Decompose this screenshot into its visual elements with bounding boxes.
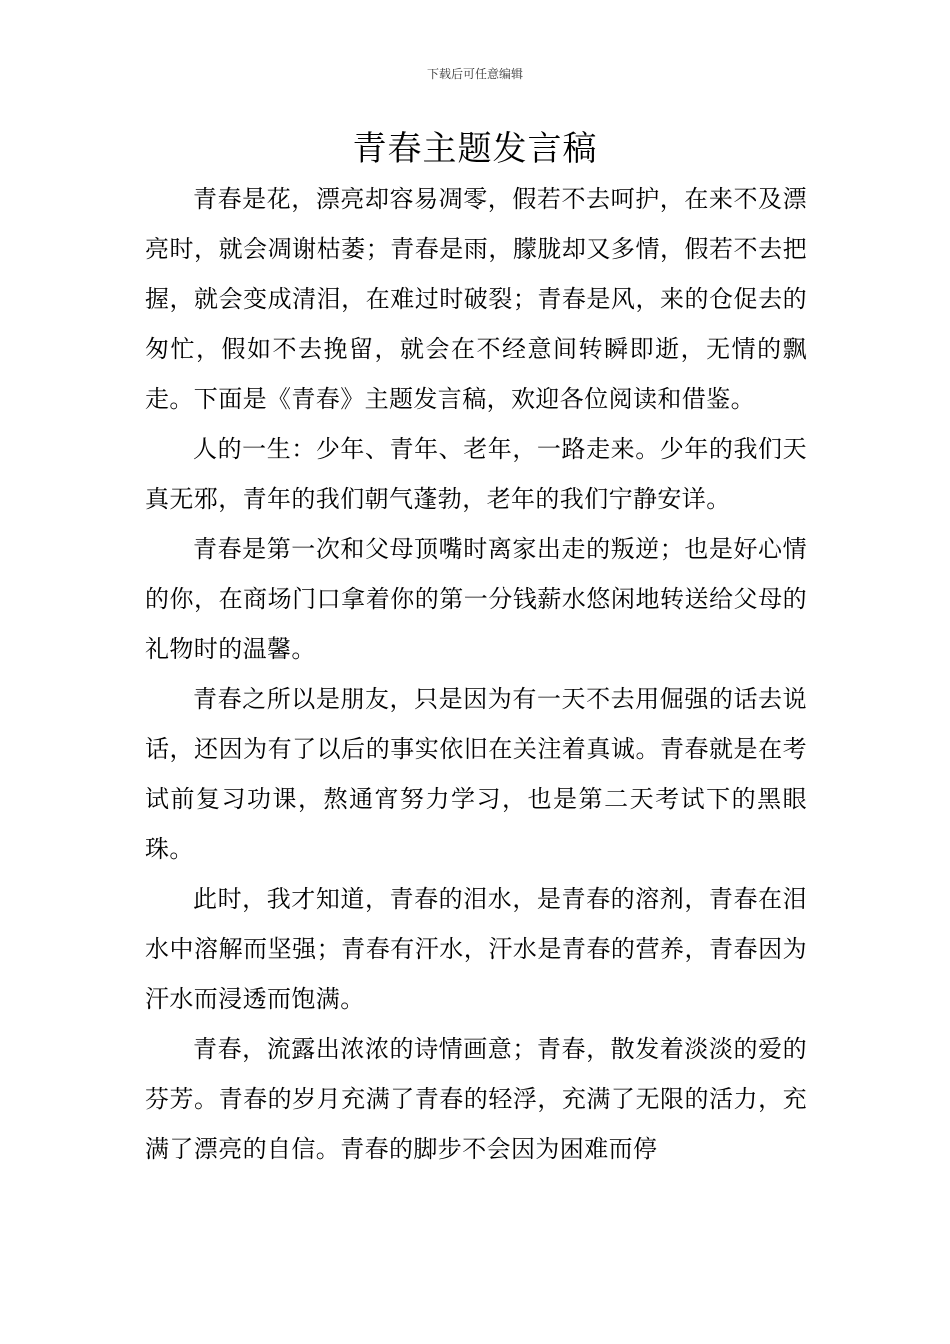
document-body bbox=[145, 174, 807, 1174]
body-paragraph: 人的一生：少年、青年、老年，一路走来。少年的我们天真无邪，青年的我们朝气蓬勃，老年的我们宁静安详。 bbox=[145, 435, 807, 513]
body-paragraph: 青春，流露出浓浓的诗情画意；青春，散发着淡淡的爱的芬芳。青春的岁月充满了青春的轻浮，充满了无限的活力，充满了漂亮的自信。青春的脚步不会因为困难而停 bbox=[145, 1035, 807, 1163]
body-paragraph: 青春之所以是朋友，只是因为有一天不去用倔强的话去说话，还因为有了以后的事实依旧在关注着真诚。青春就是在考试前复习功课，熬通宵努力学习，也是第二天考试下的黑眼珠。 bbox=[145, 685, 807, 863]
body-paragraph: 青春是花，漂亮却容易凋零，假若不去呵护，在来不及漂亮时，就会凋谢枯萎；青春是雨，朦胧却又多情，假若不去把握，就会变成清泪，在难过时破裂；青春是风，来的仓促去的匆忙，假如不去挽留，就会在不经意间转瞬即逝，无情的飘走。下面是《青春》主题发言稿，欢迎各位阅读和借鉴。 bbox=[145, 185, 807, 413]
body-paragraph: 青春是第一次和父母顶嘴时离家出走的叛逆；也是好心情的你，在商场门口拿着你的第一分钱薪水悠闲地转送给父母的礼物时的温馨。 bbox=[145, 535, 807, 663]
header-note: 下载后可任意编辑 bbox=[426, 67, 523, 81]
page-title: 青春主题发言稿 bbox=[352, 129, 598, 169]
body-paragraph: 此时，我才知道，青春的泪水，是青春的溶剂，青春在泪水中溶解而坚强；青春有汗水，汗水是青春的营养，青春因为汗水而浸透而饱满。 bbox=[145, 885, 807, 1013]
